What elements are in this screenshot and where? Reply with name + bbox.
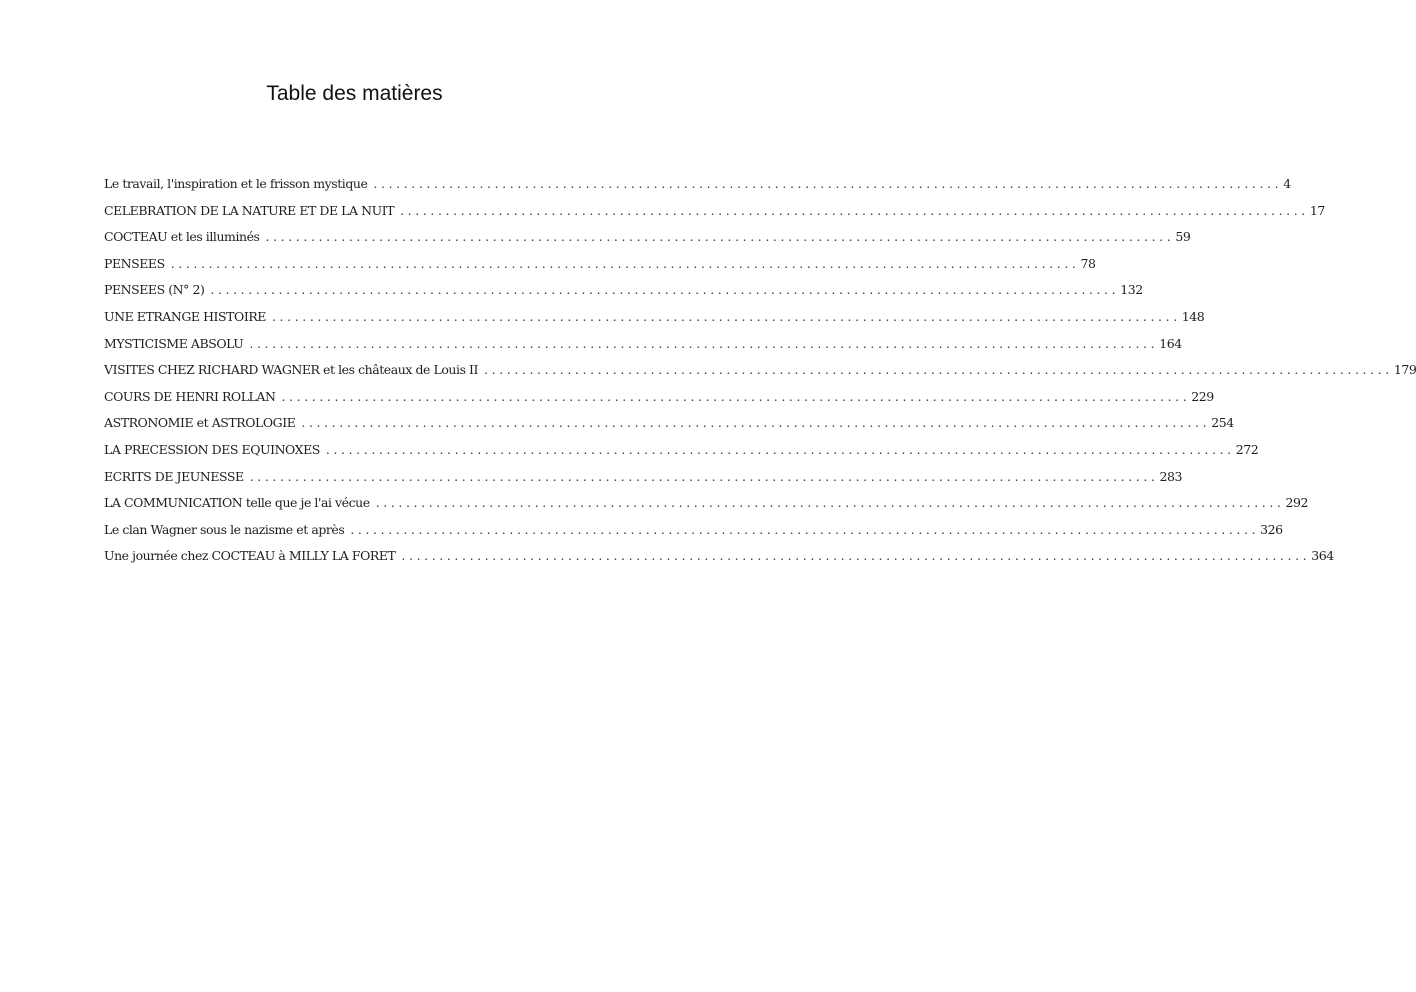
toc-entry-page-number: 364 [1311,548,1334,564]
toc-entry[interactable] [104,335,1182,363]
toc-entry[interactable] [104,388,1214,416]
toc-entry[interactable] [104,362,1416,389]
toc-entry-label: MYSTICISME ABSOLU [104,335,244,351]
page-title: Table des matières [266,82,443,105]
toc-entry[interactable] [104,255,1096,283]
dot-leader: ........................................................................................................................ [249,335,1159,351]
dot-leader: ........................................................................................................................ [375,495,1285,511]
toc-entry[interactable] [104,468,1183,496]
dot-leader: ........................................................................................................................ [325,441,1235,457]
toc-entry-page-number: 326 [1260,521,1283,537]
dot-leader: ........................................................................................................................ [373,176,1283,191]
toc-entry-label: LA PRECESSION DES EQUINOXES [104,441,320,457]
toc-entry-page-number: 17 [1309,202,1325,218]
dot-leader: ........................................................................................................................ [170,255,1080,271]
toc-entry-page-number: 179 [1393,362,1416,378]
dot-leader: ........................................................................................................................ [400,202,1309,218]
toc-entry-label: VISITES CHEZ RICHARD WAGNER et les châteaux de Louis II [104,362,479,378]
toc-entry-page-number: 292 [1285,495,1309,511]
dot-leader: ........................................................................................................................ [281,388,1191,404]
toc-entry[interactable] [104,308,1205,336]
toc-entry-label: Le travail, l'inspiration et le frisson mystique [104,176,368,191]
toc-entry-label: UNE ETRANGE HISTOIRE [104,308,266,324]
dot-leader: ........................................................................................................................ [484,362,1393,378]
toc-entry-page-number: 4 [1283,176,1291,191]
toc-entry-page-number: 132 [1120,282,1143,298]
toc-entry-label: PENSEES (N° 2) [104,282,205,298]
toc-entry-page-number: 254 [1211,415,1234,431]
toc-entry[interactable] [104,495,1309,522]
toc-entry[interactable] [104,176,1291,203]
toc-entry-label: Une journée chez COCTEAU à MILLY LA FORET [104,548,396,564]
toc-entry[interactable] [104,441,1259,469]
toc-entry[interactable] [104,521,1283,549]
toc-entry-page-number: 229 [1191,388,1214,404]
toc-entry-page-number: 148 [1181,308,1205,324]
toc-entry-label: LA COMMUNICATION telle que je l'ai vécue [104,495,370,511]
dot-leader: ........................................................................................................................ [210,282,1120,298]
dot-leader: ........................................................................................................................ [249,468,1159,484]
toc-entry-label: COCTEAU et les illuminés [104,229,260,245]
dot-leader: ........................................................................................................................ [350,521,1260,537]
table-of-contents [104,176,1416,575]
toc-entry-page-number: 272 [1235,441,1259,457]
toc-entry[interactable] [104,415,1234,442]
dot-leader: ........................................................................................................................ [271,308,1181,324]
toc-entry[interactable] [104,229,1191,256]
toc-entry-page-number: 283 [1159,468,1183,484]
toc-entry-label: ASTRONOMIE et ASTROLOGIE [104,415,296,431]
toc-entry-label: ECRITS DE JEUNESSE [104,468,244,484]
dot-leader: ........................................................................................................................ [401,548,1311,564]
dot-leader: ........................................................................................................................ [301,415,1211,431]
toc-entry-page-number: 78 [1080,255,1096,271]
toc-entry-label: CELEBRATION DE LA NATURE ET DE LA NUIT [104,202,395,218]
toc-entry-page-number: 59 [1175,229,1191,245]
toc-entry[interactable] [104,282,1143,309]
toc-entry[interactable] [104,548,1334,575]
toc-entry-label: Le clan Wagner sous le nazisme et après [104,521,345,537]
toc-entry[interactable] [104,202,1325,230]
toc-entry-label: PENSEES [104,255,165,271]
toc-entry-label: COURS DE HENRI ROLLAN [104,388,276,404]
dot-leader: ........................................................................................................................ [265,229,1175,245]
toc-entry-page-number: 164 [1159,335,1182,351]
